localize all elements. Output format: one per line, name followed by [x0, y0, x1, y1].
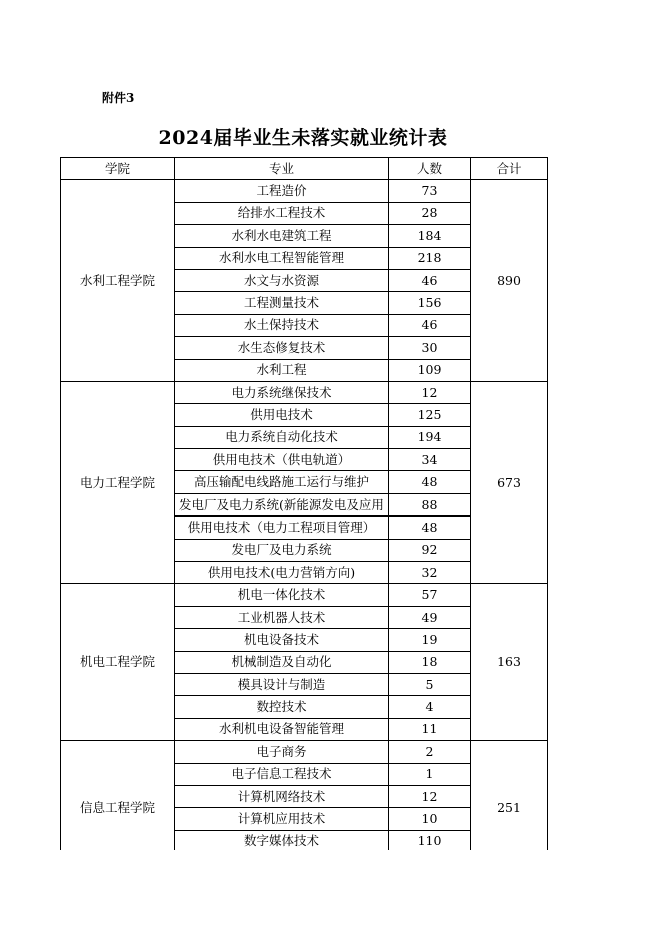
count-cell: 184: [389, 225, 471, 247]
table-row: [61, 584, 548, 606]
header-row: [61, 158, 548, 180]
major-cell: 水利水电工程智能管理: [175, 247, 389, 269]
major-cell: 工程测量技术: [175, 292, 389, 314]
major-cell: 发电厂及电力系统: [175, 539, 389, 561]
count-cell: 92: [389, 539, 471, 561]
major-cell: 工业机器人技术: [175, 606, 389, 628]
count-cell: 4: [389, 696, 471, 718]
major-cell: 供用电技术: [175, 404, 389, 426]
major-cell: 水利水电建筑工程: [175, 225, 389, 247]
count-cell: 156: [389, 292, 471, 314]
count-cell: 34: [389, 449, 471, 471]
attachment-label: 附件3: [102, 91, 135, 105]
total-cell: 673: [471, 381, 548, 584]
major-cell: 供用电技术(电力营销方向): [175, 562, 389, 584]
major-cell: 机电设备技术: [175, 629, 389, 651]
major-cell: 水利机电设备智能管理: [175, 718, 389, 740]
major-cell: 计算机网络技术: [175, 785, 389, 807]
count-cell: 12: [389, 785, 471, 807]
count-cell: 19: [389, 629, 471, 651]
table-container: [60, 157, 550, 850]
count-cell: 49: [389, 606, 471, 628]
count-cell: 194: [389, 426, 471, 448]
count-cell: 218: [389, 247, 471, 269]
count-cell: 1: [389, 763, 471, 785]
table-row: [61, 741, 548, 763]
count-cell: 48: [389, 516, 471, 539]
major-cell: 电力系统继保技术: [175, 381, 389, 403]
count-cell: 5: [389, 673, 471, 695]
count-cell: 18: [389, 651, 471, 673]
count-cell: 110: [389, 830, 471, 850]
count-cell: 30: [389, 337, 471, 359]
count-cell: 46: [389, 314, 471, 336]
major-cell: 机械制造及自动化: [175, 651, 389, 673]
major-cell: 给排水工程技术: [175, 202, 389, 224]
count-cell: 88: [389, 493, 471, 516]
major-cell: 模具设计与制造: [175, 673, 389, 695]
header-major: 专业: [175, 158, 389, 180]
header-total: 合计: [471, 158, 548, 180]
major-cell: 电子信息工程技术: [175, 763, 389, 785]
major-cell: 水土保持技术: [175, 314, 389, 336]
major-cell: 数控技术: [175, 696, 389, 718]
count-cell: 11: [389, 718, 471, 740]
major-cell: 工程造价: [175, 180, 389, 202]
count-cell: 32: [389, 562, 471, 584]
statistics-table: [60, 157, 548, 850]
count-cell: 12: [389, 381, 471, 403]
major-cell: 供用电技术（供电轨道）: [175, 449, 389, 471]
count-cell: 46: [389, 269, 471, 291]
count-cell: 73: [389, 180, 471, 202]
table-row: [61, 180, 548, 202]
major-cell: 数字媒体技术: [175, 830, 389, 850]
count-cell: 28: [389, 202, 471, 224]
major-cell: 发电厂及电力系统(新能源发电及应用: [175, 493, 389, 516]
count-cell: 57: [389, 584, 471, 606]
college-cell: 机电工程学院: [61, 584, 175, 741]
count-cell: 48: [389, 471, 471, 493]
header-count: 人数: [389, 158, 471, 180]
count-cell: 10: [389, 808, 471, 830]
count-cell: 125: [389, 404, 471, 426]
major-cell: 电子商务: [175, 741, 389, 763]
major-cell: 高压输配电线路施工运行与维护: [175, 471, 389, 493]
total-cell: 890: [471, 180, 548, 382]
major-cell: 电力系统自动化技术: [175, 426, 389, 448]
total-cell: 251: [471, 741, 548, 850]
major-cell: 水文与水资源: [175, 269, 389, 291]
college-cell: 水利工程学院: [61, 180, 175, 382]
college-cell: 信息工程学院: [61, 741, 175, 850]
count-cell: 2: [389, 741, 471, 763]
table-row: [61, 381, 548, 403]
major-cell: 机电一体化技术: [175, 584, 389, 606]
major-cell: 水利工程: [175, 359, 389, 381]
total-cell: 163: [471, 584, 548, 741]
major-cell: 供用电技术（电力工程项目管理）: [175, 516, 389, 539]
count-cell: 109: [389, 359, 471, 381]
college-cell: 电力工程学院: [61, 381, 175, 584]
major-cell: 计算机应用技术: [175, 808, 389, 830]
page-title: 2024届毕业生未落实就业统计表: [158, 127, 448, 149]
major-cell: 水生态修复技术: [175, 337, 389, 359]
header-college: 学院: [61, 158, 175, 180]
